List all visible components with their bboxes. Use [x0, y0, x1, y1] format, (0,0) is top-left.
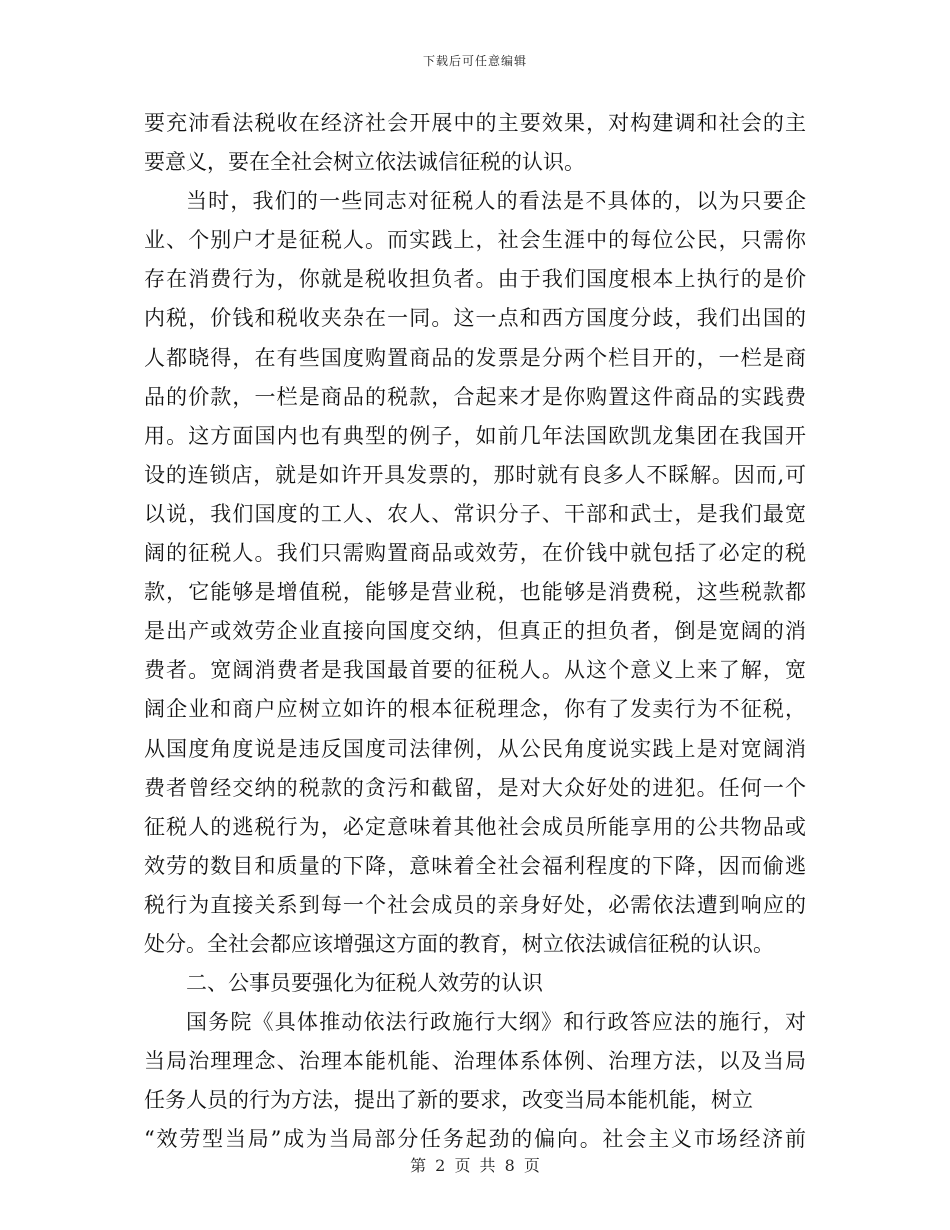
- text-line: 人都晓得，在有些国度购置商品的发票是分两个栏目开的，一栏是商: [144, 345, 806, 370]
- text-line: 当时，我们的一些同志对征税人的看法是不具体的，以为只要企: [186, 189, 806, 214]
- text-line: 是出产或效劳企业直接向国度交纳，但真正的担负者，倒是宽阔的消: [144, 619, 806, 644]
- text-line: 任务人员的行为方法，提出了新的要求，改变当局本能机能，树立: [144, 1088, 753, 1113]
- text-line: 款，它能够是增值税，能够是营业税，也能够是消费税，这些税款都: [144, 580, 806, 605]
- text-line: 处分。全社会都应该增强这方面的教育，树立依法诚信征税的认识。: [144, 931, 774, 956]
- page-header-note: 下载后可任意编辑: [422, 54, 527, 68]
- text-line: 要充沛看法税收在经济社会开展中的主要效果，对构建调和社会的主: [144, 111, 806, 135]
- text-line: 以说，我们国度的工人、农人、常识分子、干部和武士，是我们最宽: [144, 501, 806, 526]
- text-line: 阔企业和商户应树立如许的根本征税理念，你有了发卖行为不征税，: [144, 697, 806, 722]
- text-line: 征税人的逃税行为，必定意味着其他社会成员所能享用的公共物品或: [144, 814, 806, 839]
- text-line: 用。这方面国内也有典型的例子，如前几年法国欧凯龙集团在我国开: [144, 423, 806, 448]
- text-line: 设的连锁店，就是如许开具发票的，那时就有良多人不睬解。因而,可: [144, 462, 806, 487]
- text-line: 内税，价钱和税收夹杂在一同。这一点和西方国度分歧，我们出国的: [144, 306, 806, 331]
- text-line: 存在消费行为，你就是税收担负者。由于我们国度根本上执行的是价: [144, 267, 806, 292]
- text-line: “效劳型当局”成为当局部分任务起劲的偏向。社会主义市场经济前: [144, 1127, 806, 1152]
- document-body: [144, 104, 806, 1160]
- text-line: 当局治理理念、治理本能机能、治理体系体例、治理方法，以及当局: [144, 1049, 806, 1074]
- text-line: 阔的征税人。我们只需购置商品或效劳，在价钱中就包括了必定的税: [144, 541, 806, 566]
- text-line: 国务院《具体推动依法行政施行大纲》和行政答应法的施行，对: [186, 1010, 806, 1035]
- text-line: 品的价款，一栏是商品的税款，合起来才是你购置这件商品的实践费: [144, 384, 806, 409]
- text-line: 效劳的数目和质量的下降，意味着全社会福利程度的下降，因而偷逃: [144, 853, 806, 878]
- text-line: 二、公事员要强化为征税人效劳的认识: [186, 971, 543, 996]
- text-line: 税行为直接关系到每一个社会成员的亲身好处，必需依法遭到响应的: [144, 892, 806, 917]
- text-line: 费者。宽阔消费者是我国最首要的征税人。从这个意义上来了解，宽: [144, 658, 806, 683]
- text-line: 要意义，要在全社会树立依法诚信征税的认识。: [144, 150, 585, 175]
- page-number-footer: 第 2 页 共 8 页: [410, 1156, 540, 1175]
- text-line: 从国度角度说是违反国度司法律例，从公民角度说实践上是对宽阔消: [144, 736, 806, 761]
- text-line: 业、个别户才是征税人。而实践上，社会生涯中的每位公民，只需你: [144, 228, 806, 253]
- text-line: 费者曾经交纳的税款的贪污和截留，是对大众好处的进犯。任何一个: [144, 775, 806, 800]
